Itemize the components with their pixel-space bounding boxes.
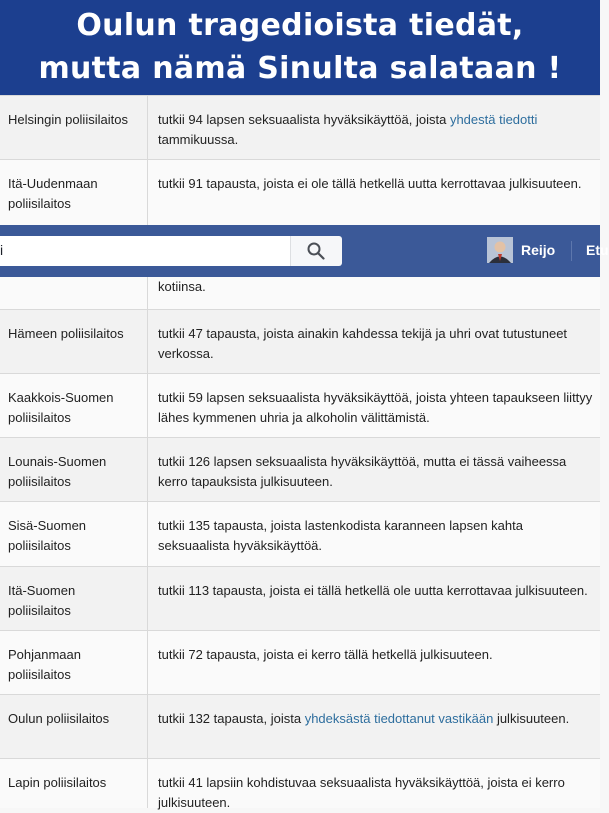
- search-field[interactable]: [0, 236, 341, 266]
- department-name: Pohjanmaan poliisilaitos: [8, 647, 81, 682]
- description-text: julkisuuteen.: [493, 711, 570, 726]
- title-banner: [0, 0, 600, 95]
- search-icon: [307, 242, 325, 260]
- banner-line-2: mutta nämä Sinulta salataan !: [38, 51, 562, 86]
- column-divider: [147, 631, 148, 694]
- department-description: [158, 110, 594, 150]
- table-row: [0, 277, 600, 309]
- nav-divider: [571, 241, 572, 261]
- department-name: Itä-Uudenmaan poliisilaitos: [8, 176, 98, 211]
- column-divider: [147, 438, 148, 501]
- search-input[interactable]: i: [0, 242, 4, 258]
- column-divider: [147, 277, 148, 309]
- news-link[interactable]: yhdestä tiedotti: [449, 112, 538, 127]
- department-description: [158, 709, 594, 729]
- table-row: [0, 501, 600, 566]
- column-divider: [147, 502, 148, 566]
- table-row: [0, 437, 600, 501]
- description-text: tutkii 132 tapausta, joista: [158, 711, 305, 726]
- home-nav-link[interactable]: Etu: [586, 242, 609, 258]
- department-name: Sisä-Suomen poliisilaitos: [8, 518, 87, 553]
- department-name: Hämeen poliisilaitos: [8, 326, 124, 341]
- department-name: Helsingin poliisilaitos: [8, 112, 128, 127]
- table-row: [0, 758, 600, 808]
- department-description: tutkii 91 tapausta, joista ei ole tällä hetkellä uutta kerrottavaa julkisuuteen.: [158, 176, 582, 191]
- profile-picture-icon: [487, 237, 513, 263]
- department-name: Itä-Suomen poliisilaitos: [8, 583, 76, 618]
- department-name: Oulun poliisilaitos: [8, 711, 110, 726]
- department-description: tutkii 59 lapsen seksuaalista hyväksikäyttöä, joista yhteen tapaukseen liittyy lähes kymmenen uhria ja alkoholin välittämistä.: [158, 390, 593, 425]
- department-description: tutkii 41 lapsiin kohdistuvaa seksuaalista hyväksikäyttöä, joista ei kerro julkisuuteen.: [158, 775, 565, 810]
- department-name: Kaakkois-Suomen poliisilaitos: [8, 390, 114, 425]
- table-row: [0, 694, 600, 758]
- description-text: tammikuussa.: [158, 132, 239, 147]
- search-button[interactable]: [290, 236, 342, 266]
- department-description: tutkii 135 tapausta, joista lastenkodista karanneen lapsen kahta seksuaalista hyväksikäyttöä.: [158, 518, 523, 553]
- department-description: tutkii 72 tapausta, joista ei kerro tällä hetkellä julkisuuteen.: [158, 647, 493, 662]
- table-row: [0, 566, 600, 630]
- department-description: tutkii 126 lapsen seksuaalista hyväksikäyttöä, mutta ei tässä vaiheessa kerro tapauksista julkisuuteen.: [158, 454, 567, 489]
- table-row: [0, 159, 600, 225]
- table-row: [0, 309, 600, 373]
- news-link[interactable]: yhdeksästä tiedottanut vastikään: [304, 711, 494, 726]
- user-avatar[interactable]: [487, 237, 513, 263]
- department-description: tutkii 113 tapausta, joista ei tällä hetkellä ole uutta kerrottavaa julkisuuteen.: [158, 583, 588, 598]
- column-divider: [147, 759, 148, 808]
- description-text: tutkii 94 lapsen seksuaalista hyväksikäyttöä, joista: [158, 112, 450, 127]
- column-divider: [147, 374, 148, 437]
- user-name-link[interactable]: Reijo: [521, 242, 556, 258]
- banner-line-1: Oulun tragedioista tiedät,: [76, 8, 524, 43]
- column-divider: [147, 96, 148, 159]
- department-name: Lounais-Suomen poliisilaitos: [8, 454, 107, 489]
- column-divider: [147, 567, 148, 630]
- table-row: [0, 95, 600, 159]
- facebook-top-bar: [0, 225, 609, 277]
- table-row: [0, 630, 600, 694]
- department-name: Lapin poliisilaitos: [8, 775, 107, 790]
- table-row: [0, 373, 600, 437]
- department-description: tutkii 47 tapausta, joista ainakin kahdessa tekijä ja uhri ovat tutustuneet verkossa.: [158, 326, 568, 361]
- column-divider: [147, 160, 148, 225]
- column-divider: [147, 695, 148, 758]
- department-description: kotiinsa.: [158, 279, 206, 294]
- column-divider: [147, 310, 148, 373]
